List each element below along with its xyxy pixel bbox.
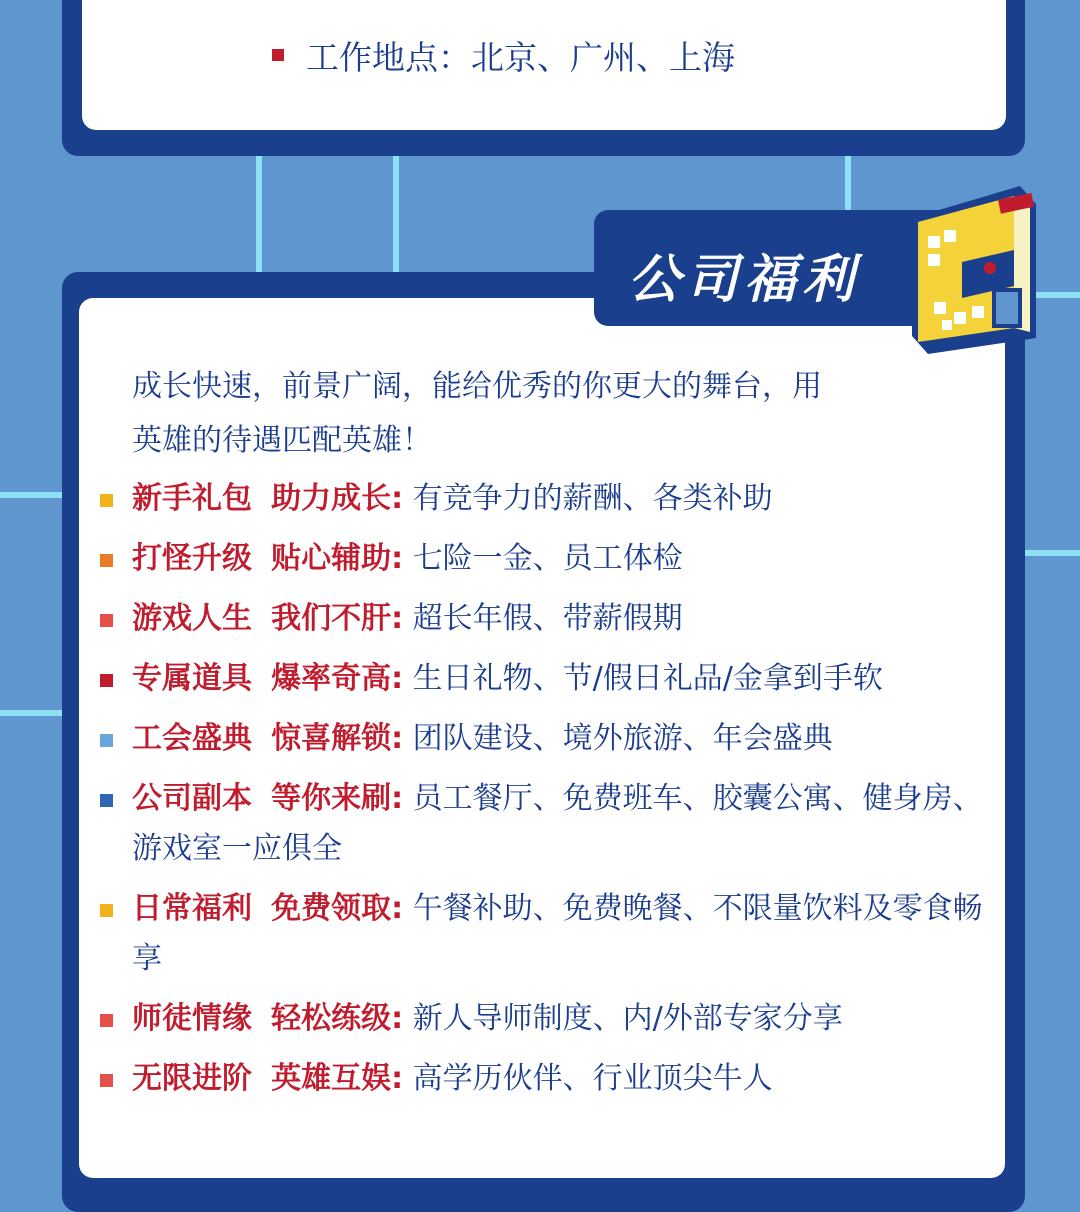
bg-grid-line: [1025, 550, 1080, 556]
benefit-subtitle: 爆率奇高:: [271, 661, 404, 696]
bullet-icon: [100, 1074, 113, 1087]
benefit-subtitle: 助力成长:: [271, 481, 404, 516]
benefit-subtitle: 惊喜解锁:: [271, 721, 404, 756]
benefit-item: [96, 534, 996, 584]
work-location: [272, 30, 735, 80]
benefit-subtitle: 轻松练级:: [271, 1001, 404, 1036]
benefit-title: 无限进阶: [132, 1061, 252, 1096]
benefit-title: 新手礼包: [132, 481, 252, 516]
intro-line: 成长快速，前景广阔，能给优秀的你更大的舞台，用: [132, 369, 822, 404]
benefit-desc: 超长年假、带薪假期: [412, 601, 683, 636]
work-location-text: 工作地点：北京、广州、上海: [306, 37, 735, 77]
bg-grid-line: [845, 150, 851, 212]
benefit-desc: 生日礼物、节/假日礼品/金拿到手软: [412, 661, 883, 696]
bg-grid-line: [256, 150, 262, 275]
benefit-item: [96, 994, 996, 1044]
benefit-title: 专属道具: [132, 661, 252, 696]
benefit-item: [96, 474, 996, 524]
benefits-intro: [132, 360, 952, 468]
benefit-subtitle: 贴心辅助:: [271, 541, 404, 576]
bg-grid-line: [0, 492, 62, 498]
benefit-item: [96, 714, 996, 764]
benefit-desc: 高学历伙伴、行业顶尖牛人: [412, 1061, 773, 1096]
benefit-title: 日常福利: [132, 891, 252, 926]
benefit-subtitle: 我们不肝:: [271, 601, 404, 636]
benefit-desc: 午餐补助、免费晚餐、不限量饮料及零食畅享: [132, 891, 983, 976]
benefit-title: 打怪升级: [132, 541, 252, 576]
benefit-title: 师徒情缘: [132, 1001, 252, 1036]
bullet-icon: [100, 1014, 113, 1027]
benefit-title: 公司副本: [132, 781, 252, 816]
benefit-title: 游戏人生: [132, 601, 252, 636]
benefit-subtitle: 等你来刷:: [271, 781, 404, 816]
bullet-icon: [100, 614, 113, 627]
benefit-subtitle: 英雄互娱:: [271, 1061, 404, 1096]
benefits-list: [96, 474, 996, 1114]
benefit-desc: 七险一金、员工体检: [412, 541, 683, 576]
benefit-desc: 员工餐厅、免费班车、胶囊公寓、健身房、游戏室一应俱全: [132, 781, 983, 866]
benefit-subtitle: 免费领取:: [271, 891, 404, 926]
bg-grid-line: [0, 710, 62, 716]
bullet-icon: [100, 494, 113, 507]
bg-grid-line: [393, 150, 399, 275]
benefit-item: [96, 774, 996, 874]
benefit-desc: 新人导师制度、内/外部专家分享: [412, 1001, 843, 1036]
benefit-title: 工会盛典: [132, 721, 252, 756]
benefit-item: [96, 654, 996, 704]
bullet-icon: [100, 674, 113, 687]
bullet-icon: [272, 49, 284, 61]
arcade-machine-icon: [902, 178, 1042, 356]
bullet-icon: [100, 554, 113, 567]
bullet-icon: [100, 794, 113, 807]
intro-line: 英雄的待遇匹配英雄！: [132, 423, 432, 458]
section-title: 公司福利: [628, 250, 861, 310]
benefit-item: [96, 884, 996, 984]
benefit-desc: 团队建设、境外旅游、年会盛典: [412, 721, 833, 756]
benefit-desc: 有竞争力的薪酬、各类补助: [412, 481, 773, 516]
bullet-icon: [100, 734, 113, 747]
benefit-item: [96, 1054, 996, 1104]
bullet-icon: [100, 904, 113, 917]
benefit-item: [96, 594, 996, 644]
